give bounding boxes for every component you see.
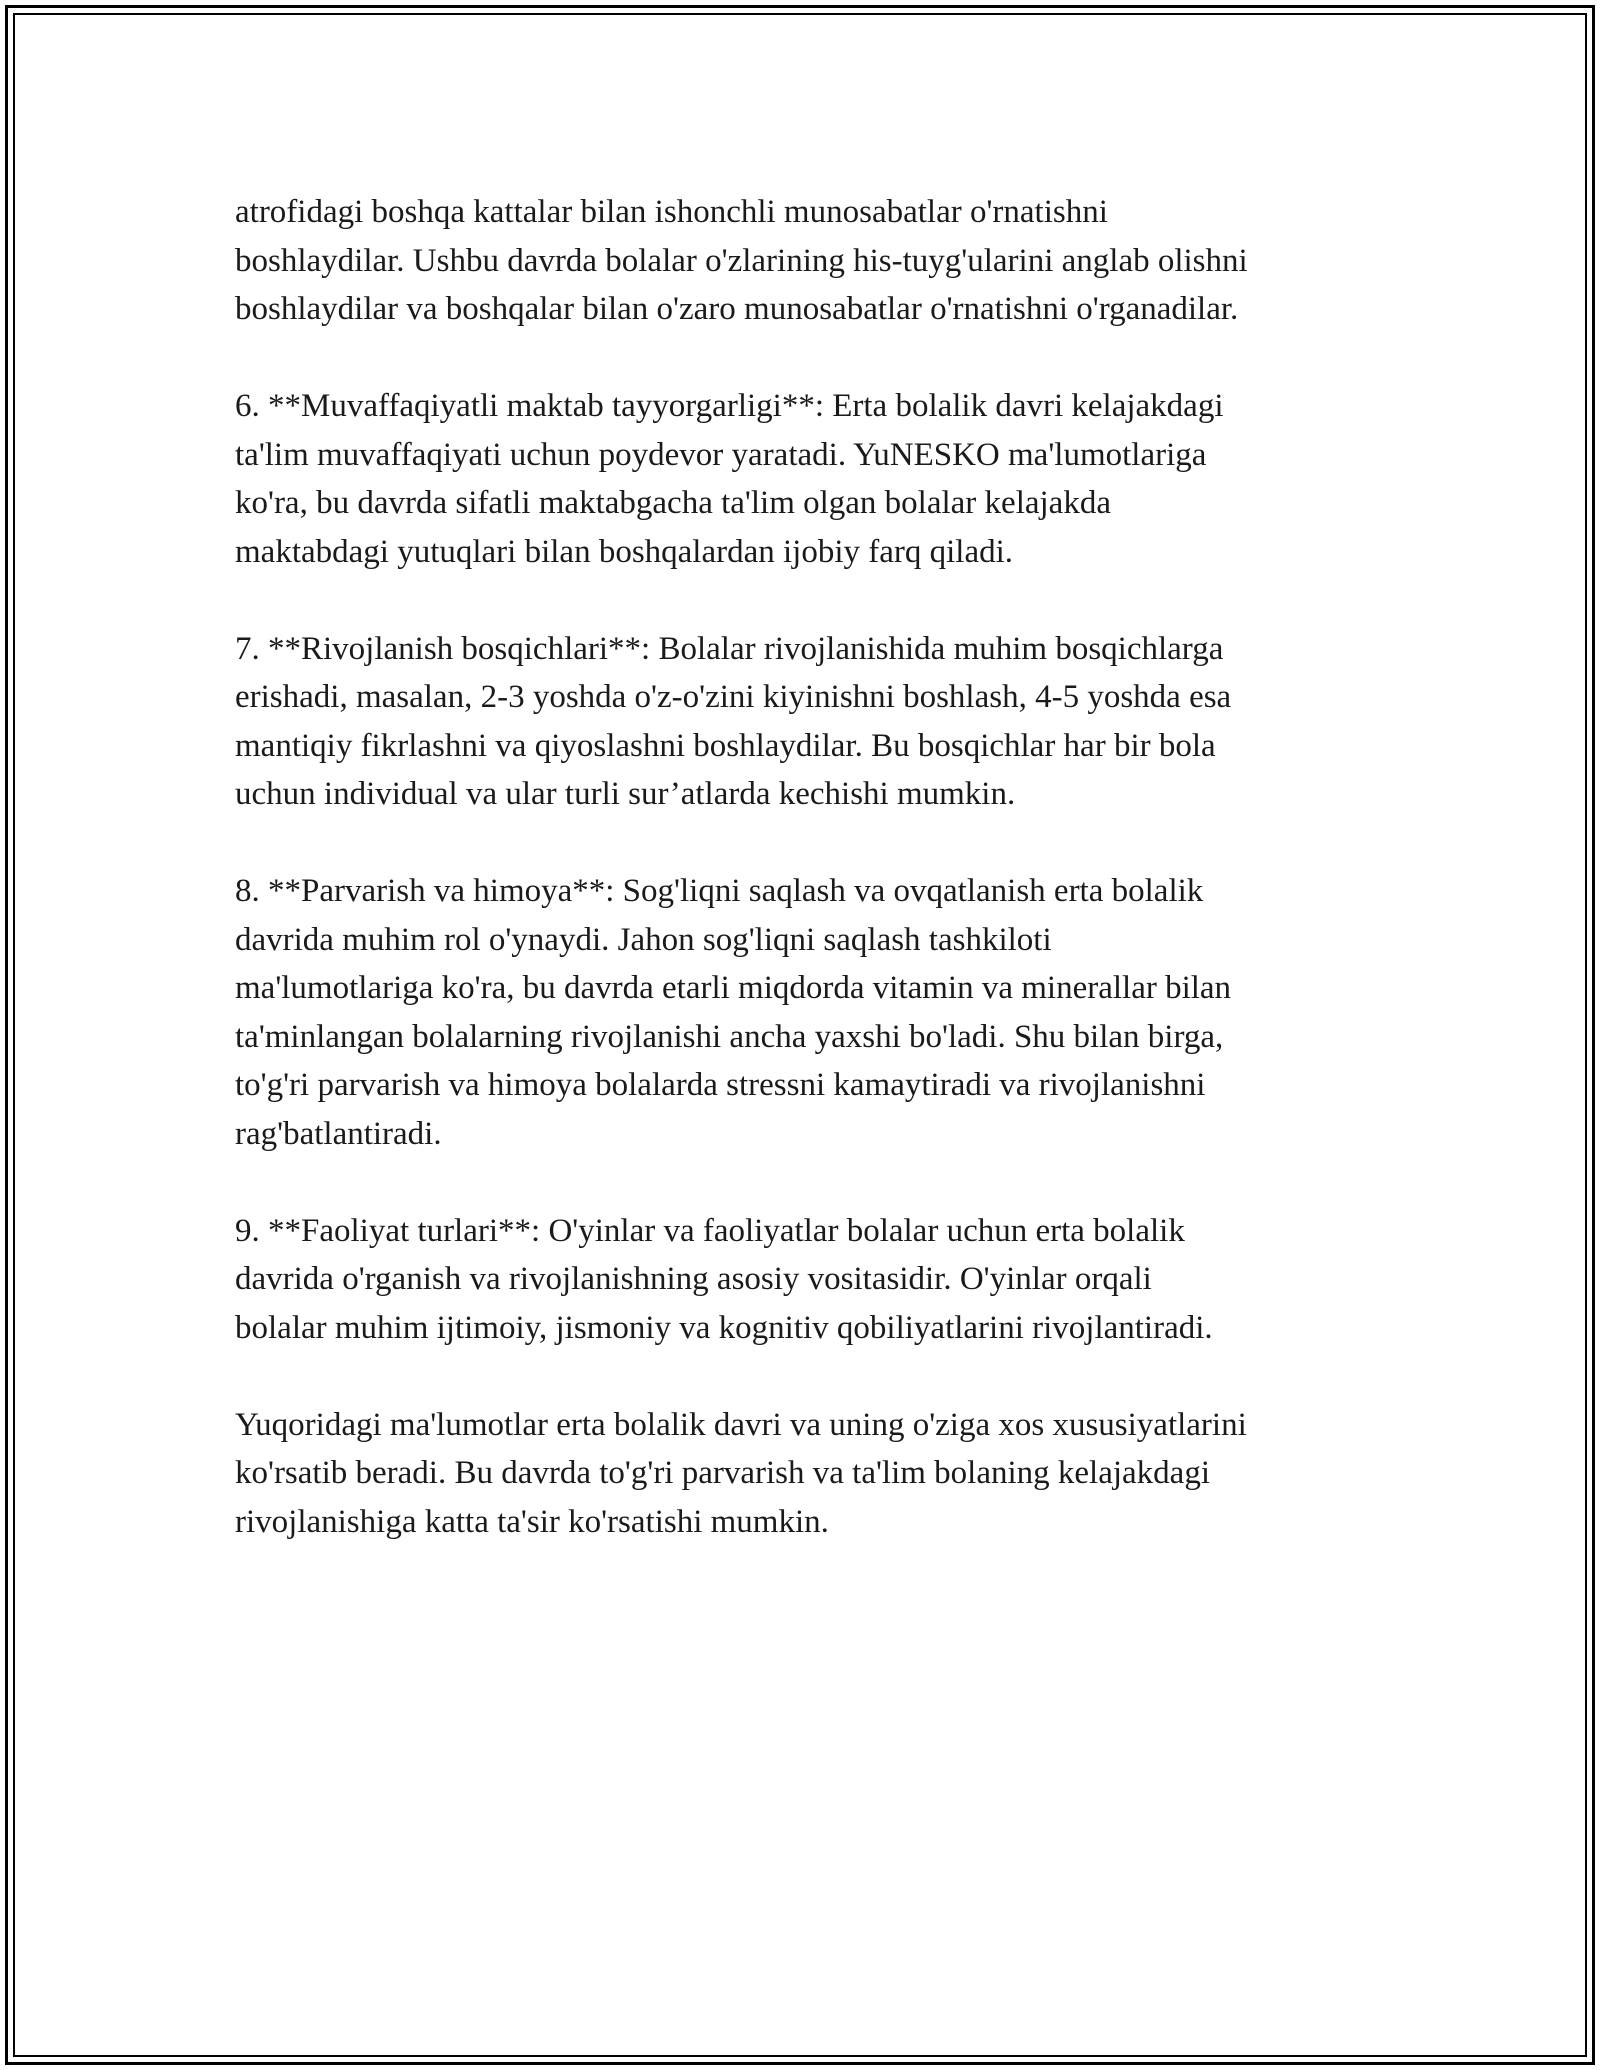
text-line: ta'minlangan bolalarning rivojlanishi ancha yaxshi bo'ladi. Shu bilan birga, xyxy=(235,1018,1224,1055)
text-line: bolalar muhim ijtimoiy, jismoniy va kognitiv qobiliyatlarini rivojlantiradi. xyxy=(235,1309,1213,1346)
paragraph-intro-continuation xyxy=(235,188,1385,334)
text-line: Yuqoridagi ma'lumotlar erta bolalik davri va uning o'ziga xos xususiyatlarini xyxy=(235,1406,1247,1443)
text-line: ko'ra, bu davrda sifatli maktabgacha ta'lim olgan bolalar kelajakda xyxy=(235,485,1111,521)
text-line: davrida muhim rol o'ynaydi. Jahon sog'liqni saqlash tashkiloti xyxy=(235,921,1052,958)
text-line: atrofidagi boshqa kattalar bilan ishonchli munosabatlar o'rnatishni xyxy=(235,194,1108,230)
text-line: boshlaydilar. Ushbu davrda bolalar o'zlarining his-tuyg'ularini anglab olishni xyxy=(235,242,1248,279)
paragraph-conclusion xyxy=(235,1401,1385,1547)
text-line: erishadi, masalan, 2-3 yoshda o'z-o'zini kiyinishni boshlash, 4-5 yoshda esa xyxy=(235,679,1232,715)
text-line: ma'lumotlariga ko'ra, bu davrda etarli miqdorda vitamin va minerallar bilan xyxy=(235,970,1232,1006)
paragraph-item-6 xyxy=(235,382,1385,576)
paragraph-item-9 xyxy=(235,1207,1385,1353)
text-line: 9. **Faoliyat turlari**: O'yinlar va faoliyatlar bolalar uchun erta bolalik xyxy=(235,1212,1185,1249)
text-line: rag'batlantiradi. xyxy=(235,1115,442,1152)
text-line: ta'lim muvaffaqiyati uchun poydevor yaratadi. YuNESKO ma'lumotlariga xyxy=(235,436,1207,473)
text-line: mantiqiy fikrlashni va qiyoslashni boshlaydilar. Bu bosqichlar har bir bola xyxy=(235,727,1216,764)
text-line: 8. **Parvarish va himoya**: Sog'liqni saqlash va ovqatlanish erta bolalik xyxy=(235,873,1204,909)
text-line: ko'rsatib beradi. Bu davrda to'g'ri parvarish va ta'lim bolaning kelajakdagi xyxy=(235,1455,1210,1491)
text-line: boshlaydilar va boshqalar bilan o'zaro munosabatlar o'rnatishni o'rganadilar. xyxy=(235,291,1239,327)
text-line: 7. **Rivojlanish bosqichlari**: Bolalar rivojlanishida muhim bosqichlarga xyxy=(235,630,1224,667)
paragraph-item-8 xyxy=(235,867,1385,1158)
paragraph-item-7 xyxy=(235,625,1385,819)
text-line: davrida o'rganish va rivojlanishning asosiy vositasidir. O'yinlar orqali xyxy=(235,1261,1152,1297)
text-line: uchun individual va ular turli sur’atlarda kechishi mumkin. xyxy=(235,776,1016,812)
text-line: 6. **Muvaffaqiyatli maktab tayyorgarligi**: Erta bolalik davri kelajakdagi xyxy=(235,388,1224,424)
document-body xyxy=(235,188,1385,1595)
text-line: rivojlanishiga katta ta'sir ko'rsatishi mumkin. xyxy=(235,1503,829,1540)
text-line: to'g'ri parvarish va himoya bolalarda stressni kamaytiradi va rivojlanishni xyxy=(235,1067,1206,1103)
text-line: maktabdagi yutuqlari bilan boshqalardan ijobiy farq qiladi. xyxy=(235,533,1014,570)
